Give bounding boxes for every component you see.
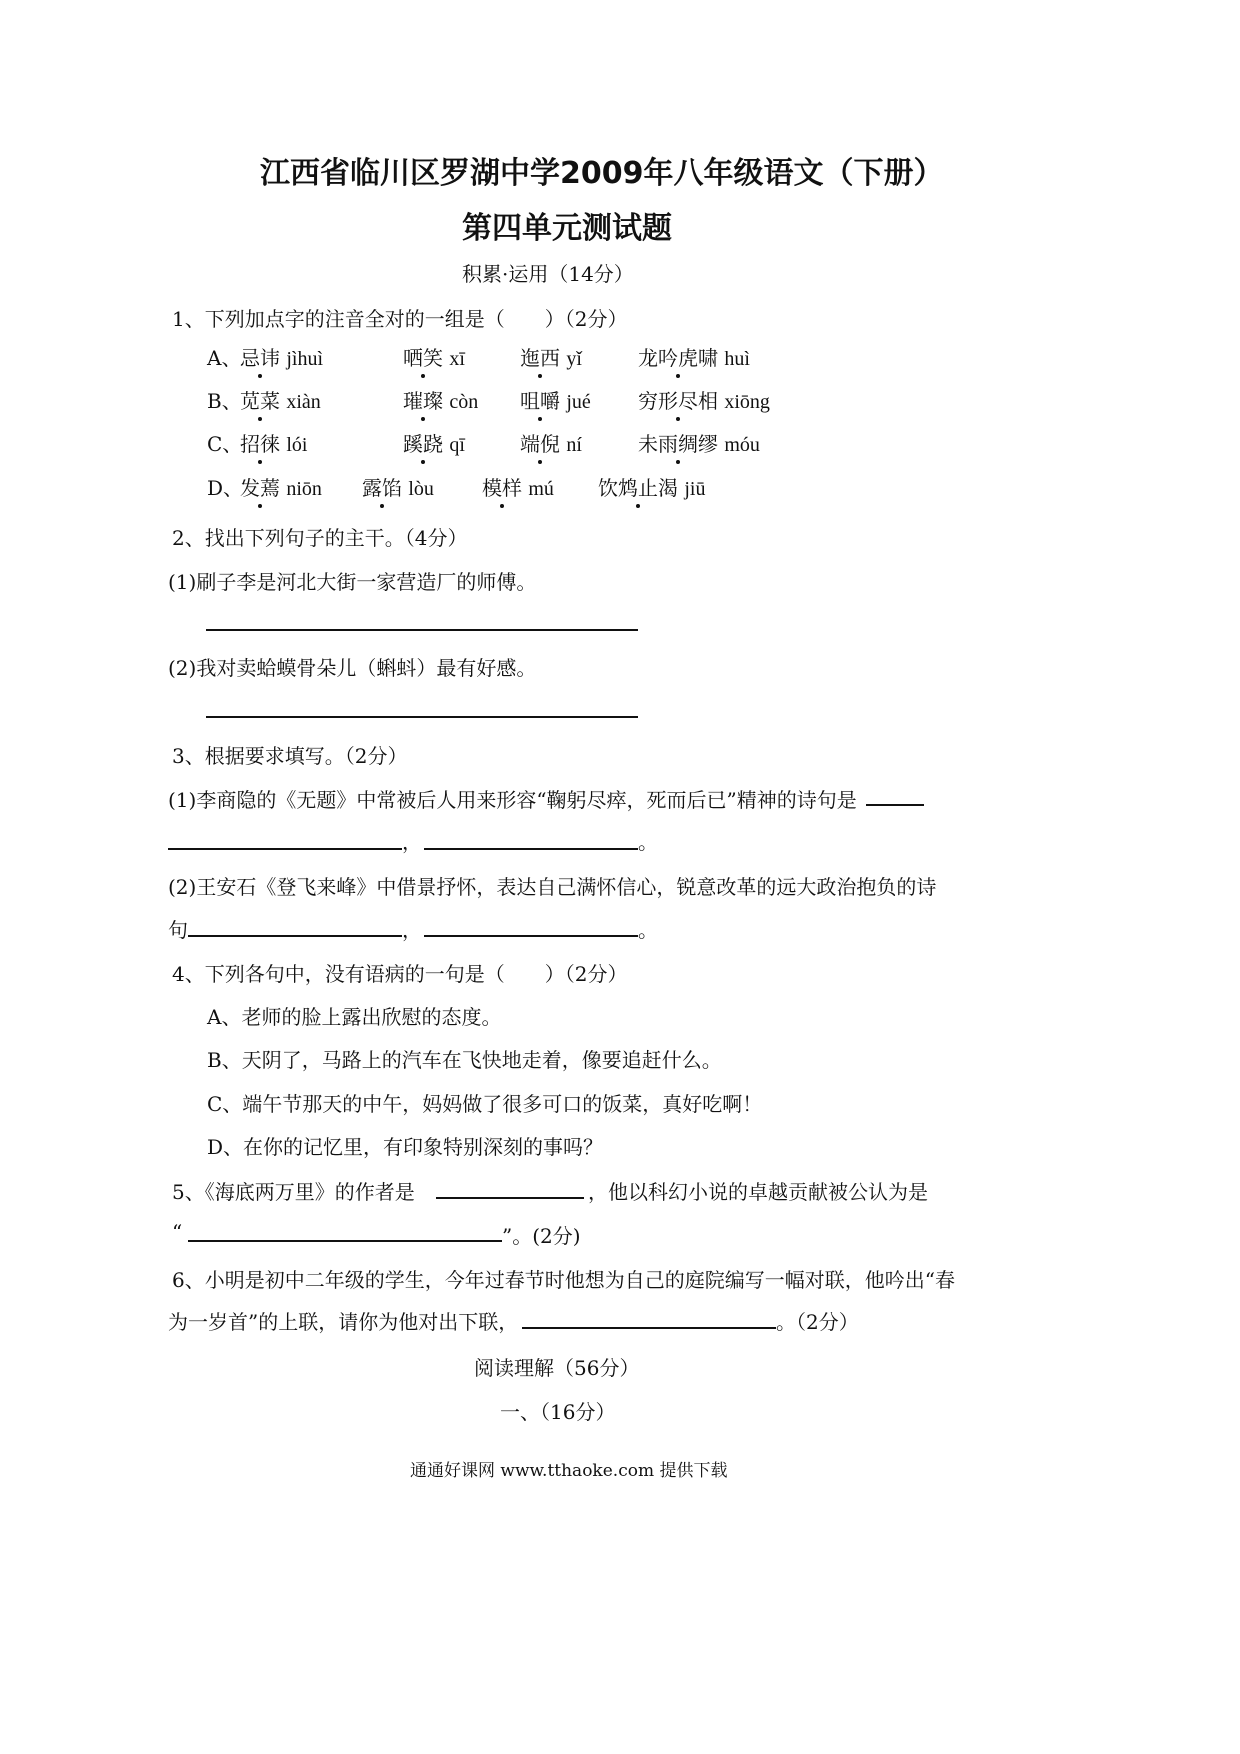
dotted-word: 龙吟虎啸	[638, 342, 718, 371]
dotted-word: 苋菜	[240, 385, 280, 414]
pinyin: jiū	[684, 478, 706, 500]
dotted-word: 穷形尽相	[638, 385, 718, 414]
q1-option-item	[520, 385, 591, 414]
dotted-word: 露馅	[362, 472, 402, 501]
pinyin: jìhuì	[286, 348, 324, 370]
q1-option-label: B、	[207, 389, 242, 413]
pinyin: còn	[449, 391, 479, 413]
q5-open-quote: “	[172, 1220, 183, 1244]
q1-option-label: C、	[207, 432, 243, 456]
dotted-word: 端倪	[520, 428, 560, 457]
dotted-word: 招徕	[240, 428, 280, 457]
q6-line1: 6、小明是初中二年级的学生，今年过春节时他想为自己的庭院编写一幅对联，他吟出“春	[172, 1268, 955, 1292]
pinyin: ní	[566, 434, 582, 456]
q1-option-item	[403, 385, 478, 414]
pinyin: mú	[528, 478, 554, 500]
pinyin: xī	[449, 348, 465, 370]
q1-option-item	[403, 342, 465, 371]
q3-comma-1: ，	[402, 830, 422, 854]
dotted-word: 发蔫	[240, 472, 280, 501]
q5-author-blank[interactable]	[436, 1197, 584, 1199]
q1-option-item	[403, 428, 465, 457]
q3-period-2: 。	[638, 918, 658, 942]
q3-sentence-2-continued: 句	[168, 918, 188, 942]
q3-comma-2: ，	[402, 918, 422, 942]
pinyin: lói	[286, 434, 308, 456]
q4-option-d: D、在你的记忆里，有印象特别深刻的事吗？	[207, 1135, 604, 1159]
title-line2: 第四单元测试题	[462, 211, 672, 246]
dotted-word: 蹊跷	[403, 428, 443, 457]
q3-answer-blank-1a[interactable]	[866, 804, 924, 806]
section-heading-accumulation: 积累·运用（14分）	[462, 262, 634, 286]
q2-sentence-2: (2)我对卖蛤蟆骨朵儿（蝌蚪）最有好感。	[168, 656, 537, 680]
section-heading-reading: 阅读理解（56分）	[474, 1356, 640, 1380]
dotted-word: 忌讳	[240, 342, 280, 371]
pinyin: xiōng	[724, 391, 770, 413]
q6-couplet-blank[interactable]	[522, 1327, 776, 1329]
q4-option-b: B、天阴了，马路上的汽车在飞快地走着，像要追赶什么。	[207, 1048, 722, 1072]
q1-option-item	[240, 428, 307, 457]
q1-option-item	[240, 342, 323, 371]
q1-option-item	[240, 472, 322, 501]
q3-period-1: 。	[638, 830, 658, 854]
pinyin: móu	[724, 434, 760, 456]
pinyin: yǐ	[566, 348, 582, 370]
pinyin: jué	[566, 391, 591, 413]
q5-title-blank[interactable]	[188, 1240, 502, 1242]
q1-stem: 1、下列加点字的注音全对的一组是（ ）（2分）	[172, 307, 628, 331]
section-subheading: 一、（16分）	[500, 1400, 616, 1424]
q1-option-label: A、	[207, 346, 242, 370]
pinyin: xiàn	[286, 391, 321, 413]
dotted-word: 模样	[482, 472, 522, 501]
q1-option-item	[638, 342, 750, 371]
pinyin: lòu	[408, 478, 434, 500]
q4-option-c: C、端午节那天的中午，妈妈做了很多可口的饭菜，真好吃啊！	[207, 1092, 763, 1116]
q2-answer-blank-1[interactable]	[206, 629, 638, 631]
q3-sentence-2: (2)王安石《登飞来峰》中借景抒怀，表达自己满怀信心，锐意改革的远大政治抱负的诗	[168, 875, 937, 899]
q3-answer-blank-2a[interactable]	[188, 935, 402, 937]
q1-option-item	[638, 385, 770, 414]
q4-stem: 4、下列各句中，没有语病的一句是（ ）（2分）	[172, 962, 628, 986]
q3-answer-blank-2b[interactable]	[424, 935, 638, 937]
q6-line2-end: 。（2分）	[776, 1310, 859, 1334]
q4-option-a: A、老师的脸上露出欣慰的态度。	[207, 1005, 502, 1029]
q2-sentence-1: (1)刷子李是河北大街一家营造厂的师傅。	[168, 570, 537, 594]
dotted-word: 迤西	[520, 342, 560, 371]
dotted-word: 饮鸩止渴	[598, 472, 678, 501]
q5-part1: 5、《海底两万里》的作者是	[172, 1180, 415, 1204]
q1-option-item	[598, 472, 705, 501]
q1-option-item	[240, 385, 321, 414]
q5-part2: ，他以科幻小说的卓越贡献被公认为是	[588, 1180, 928, 1204]
q3-sentence-1: (1)李商隐的《无题》中常被后人用来形容“鞠躬尽瘁，死而后已”精神的诗句是	[168, 788, 857, 812]
q3-answer-blank-1b[interactable]	[168, 848, 402, 850]
dotted-word: 璀璨	[403, 385, 443, 414]
q2-stem: 2、找出下列句子的主干。（4分）	[172, 526, 468, 550]
q6-line2: 为一岁首”的上联，请你为他对出下联，	[168, 1310, 519, 1334]
q1-option-item	[482, 472, 554, 501]
q1-option-item	[520, 342, 582, 371]
q1-option-label: D、	[207, 476, 244, 500]
q3-stem: 3、根据要求填写。（2分）	[172, 744, 408, 768]
pinyin: huì	[724, 348, 750, 370]
title-line1: 江西省临川区罗湖中学2009年八年级语文（下册）	[260, 156, 944, 191]
pinyin: niōn	[286, 478, 322, 500]
dotted-word: 咀嚼	[520, 385, 560, 414]
q3-answer-blank-1c[interactable]	[424, 848, 638, 850]
dotted-word: 哂笑	[403, 342, 443, 371]
pinyin: qī	[449, 434, 465, 456]
q1-option-item	[520, 428, 582, 457]
q1-option-item	[362, 472, 434, 501]
q2-answer-blank-2[interactable]	[206, 716, 638, 718]
page-footer: 通通好课网 www.tthaoke.com 提供下载	[410, 1461, 728, 1481]
q1-option-item	[638, 428, 760, 457]
q5-end: ”。(2分)	[502, 1224, 581, 1248]
dotted-word: 未雨绸缪	[638, 428, 718, 457]
